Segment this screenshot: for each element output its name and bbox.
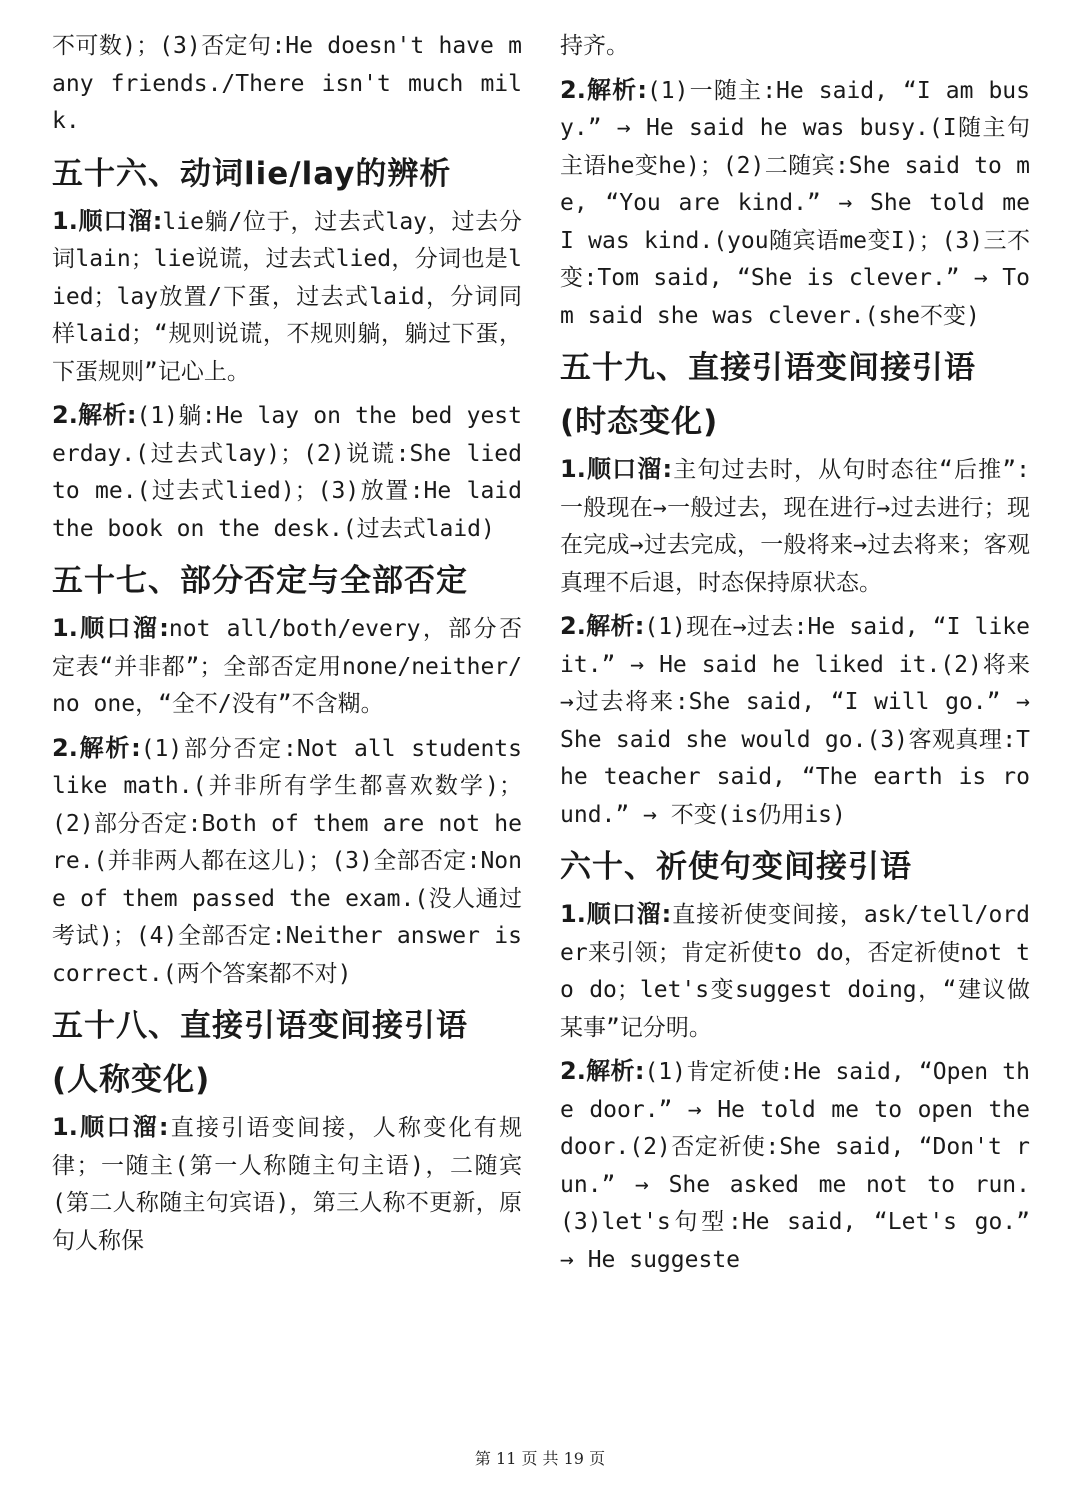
section-58-rhyme [52, 1109, 522, 1260]
analysis-text: (1)一随主:He said, “I am busy.” → He said he was busy.(I随主句主语he变he)；(2)二随宾:She said to me, “You are kind.” → She told me I was kind.(you随宾语me变I)；(3)三不变:Tom said, “She is clever.” → Tom said she was clever.(she不变) [560, 77, 1030, 329]
analysis-label: 2.解析: [560, 612, 645, 640]
analysis-text: (1)部分否定:Not all students like math.(并非所有学生都喜欢数学)；(2)部分否定:Both of them are not here.(并非两人都在这儿)；(3)全部否定:None of them passed the exam.(没人通过考试)；(4)全部否定:Neither answer is correct.(两个答案都不对) [52, 735, 522, 987]
section-58-heading [52, 999, 522, 1107]
page-footer: 第 11 页 共 19 页 [474, 1449, 606, 1468]
right-column [560, 28, 1030, 1285]
continued-paragraph: 不可数)；(3)否定句:He doesn't have many friends./There isn't much milk. [52, 33, 522, 134]
section-60-rhyme [560, 896, 1030, 1047]
section-60-analysis [560, 1053, 1030, 1279]
rhyme-label: 1.顺口溜: [560, 455, 673, 483]
section-59-analysis [560, 608, 1030, 834]
analysis-label: 2.解析: [560, 75, 647, 104]
analysis-text: (1)躺:He lay on the bed yesterday.(过去式lay)；(2)说谎:She lied to me.(过去式lied)；(3)放置:He laid the book on the desk.(过去式laid) [52, 403, 522, 542]
rhyme-text: 直接祈使变间接，ask/tell/order来引领；肯定祈使to do，否定祈使not to do；let's变suggest doing，“建议做某事”记分明。 [560, 902, 1030, 1041]
analysis-text: (1)肯定祈使:He said, “Open the door.” → He told me to open the door.(2)否定祈使:She said, “Don't run.” → She asked me not to run.(3)let's句型:He said, “Let's go.” → He suggeste [560, 1059, 1030, 1273]
section-56-rhyme [52, 203, 522, 392]
rhyme-label: 1.顺口溜: [52, 614, 169, 642]
left-column [52, 28, 522, 1266]
section-57-rhyme [52, 610, 522, 724]
analysis-label: 2.解析: [52, 401, 137, 429]
section-56-heading: 五十六、动词lie/lay的辨析 [52, 155, 452, 192]
rhyme-label: 1.顺口溜: [560, 900, 672, 928]
section-59-heading-line2: (时态变化) [560, 404, 719, 440]
section-59-rhyme [560, 451, 1030, 602]
section-58-rhyme-continued: 持齐。 [560, 33, 629, 59]
section-57-analysis [52, 730, 522, 994]
rhyme-text: 主句过去时，从句时态往“后推”:一般现在→一般过去，现在进行→过去进行；现在完成→过去完成，一般将来→过去将来；客观真理不后退，时态保持原状态。 [560, 457, 1030, 596]
section-58-analysis [560, 72, 1030, 336]
section-59-heading-line1: 五十九、直接引语变间接引语 [560, 350, 976, 386]
analysis-label: 2.解析: [560, 1057, 645, 1085]
rhyme-text: lie躺/位于，过去式lay，过去分词lain；lie说谎，过去式lied，分词也是lied；lay放置/下蛋，过去式laid，分词同样laid；“规则说谎，不规则躺，躺过下蛋，下蛋规则”记心上。 [52, 208, 522, 385]
rhyme-label: 1.顺口溜: [52, 1113, 169, 1141]
rhyme-text: not all/both/every，部分否定表“并非都”；全部否定用none/neither/no one，“全不/没有”不含糊。 [52, 616, 523, 717]
section-59-heading [560, 341, 1030, 449]
section-57-heading: 五十七、部分否定与全部否定 [52, 563, 468, 599]
analysis-text: (1)现在→过去:He said, “I like it.” → He said he liked it.(2)将来→过去将来:She said, “I will go.” → She said she would go.(3)客观真理:The teacher said, “The earth is round.” → 不变(is仍用is) [560, 614, 1030, 828]
analysis-label: 2.解析: [52, 733, 141, 762]
section-60-heading: 六十、祈使句变间接引语 [560, 849, 912, 885]
section-56-analysis [52, 397, 522, 548]
section-58-heading-line1: 五十八、直接引语变间接引语 [52, 1008, 468, 1044]
section-58-heading-line2: (人称变化) [52, 1062, 211, 1098]
rhyme-label: 1.顺口溜: [52, 206, 163, 235]
rhyme-text: 直接引语变间接，人称变化有规律；一随主(第一人称随主句主语)，二随宾(第二人称随主句宾语)，第三人称不更新，原句人称保 [52, 1115, 522, 1254]
